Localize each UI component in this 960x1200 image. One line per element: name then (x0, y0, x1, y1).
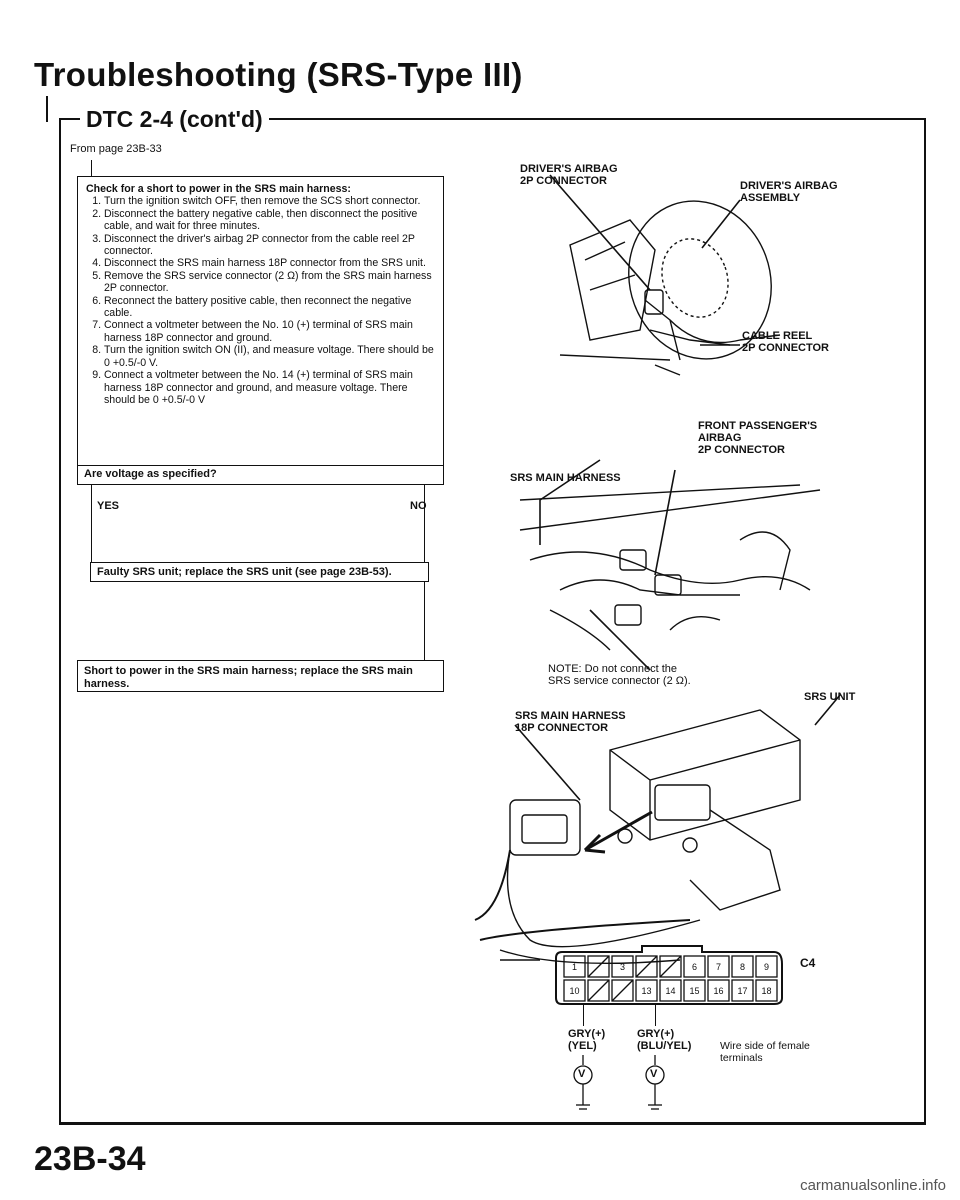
terminal-number: 6 (691, 962, 698, 972)
terminal-number: 10 (569, 986, 580, 996)
terminal-number: 15 (689, 986, 700, 996)
terminal-number: 18 (761, 986, 772, 996)
blank-terminal-slash (588, 956, 609, 977)
step-item: 4. Disconnect the SRS main harness 18P connector from the SRS unit. (104, 257, 435, 269)
terminal-side-note: Wire side of female terminals (720, 1040, 810, 1064)
check-title: Check for a short to power in the SRS main harness: (86, 183, 351, 195)
step-item: 1. Turn the ignition switch OFF, then remove the SCS short connector. (104, 195, 435, 207)
question-box: Are voltage as specified? (77, 465, 444, 485)
terminal-number: 13 (641, 986, 652, 996)
terminal-number: 8 (739, 962, 746, 972)
voltmeter-right: V (650, 1068, 658, 1080)
step-item: 7. Connect a voltmeter between the No. 10 (+) terminal of SRS main harness 18P connector and ground. (104, 319, 435, 344)
step-item: 6. Reconnect the battery positive cable, then reconnect the negative cable. (104, 295, 435, 320)
frame-corner (46, 96, 48, 122)
label-cable-reel-2p: CABLE REEL 2P CONNECTOR (742, 330, 830, 354)
faulty-srs-unit-box: Faulty SRS unit; replace the SRS unit (see page 23B-53). (90, 562, 429, 582)
page-title: Troubleshooting (SRS-Type III) (34, 56, 523, 93)
wire-label-left: GRY(+) (YEL) (568, 1028, 606, 1052)
connector-id: C4 (800, 956, 816, 970)
dashboard-harness-illustration (520, 485, 820, 650)
step-item: 8. Turn the ignition switch ON (II), and measure voltage. There should be 0 +0.5/-0 V. (104, 344, 435, 369)
leader-line (515, 725, 580, 800)
page-number: 23B-34 (34, 1140, 146, 1178)
connect-arrow (585, 812, 652, 850)
label-srs-main-harness: SRS MAIN HARNESS (510, 472, 621, 484)
step-item: 9. Connect a voltmeter between the No. 14 (+) terminal of SRS main harness 18P connector and ground, and measure voltage. There should be 0 +0.5/-0 V (104, 369, 435, 406)
leader-line (550, 175, 650, 290)
step-item: 3. Disconnect the driver's airbag 2P connector from the cable reel 2P connector. (104, 233, 435, 258)
label-srs-main-harness-18p: SRS MAIN HARNESS 18P CONNECTOR (515, 710, 626, 734)
yes-label: YES (97, 500, 120, 512)
leader-line (655, 470, 675, 575)
flow-line (91, 160, 92, 176)
voltmeter-symbols (566, 1055, 686, 1117)
check-box (77, 176, 444, 466)
terminal-number: 3 (619, 962, 626, 972)
step-item: 5. Remove the SRS service connector (2 Ω) from the SRS main harness 2P connector. (104, 270, 435, 295)
terminal-number: 17 (737, 986, 748, 996)
blank-terminal-slash (660, 956, 681, 977)
label-drivers-airbag-assembly: DRIVER'S AIRBAG ASSEMBLY (740, 180, 838, 204)
check-steps (86, 195, 435, 406)
watermark: carmanualsonline.info (800, 1177, 946, 1194)
voltmeter-left: V (578, 1068, 586, 1080)
terminal-number: 16 (713, 986, 724, 996)
terminal-number: 7 (715, 962, 722, 972)
terminal-number: 14 (665, 986, 676, 996)
terminal-number: 9 (763, 962, 770, 972)
section-title: DTC 2-4 (cont'd) (80, 106, 269, 133)
no-label: NO (410, 500, 427, 512)
step-item: 2. Disconnect the battery negative cable, then disconnect the positive cable, and wait for three minutes. (104, 208, 435, 233)
blank-terminal-slash (636, 956, 657, 977)
terminal-number: 1 (571, 962, 578, 972)
connector-c4-diagram (552, 940, 792, 1020)
connector-cells (564, 956, 777, 1001)
srs-unit-illustration (500, 710, 800, 963)
terminal-lead-10 (583, 1004, 584, 1026)
blank-terminal-slash (612, 980, 633, 1001)
wire-label-right: GRY(+) (BLU/YEL) (637, 1028, 692, 1052)
terminal-lead-14 (655, 1004, 656, 1026)
label-srs-unit: SRS UNIT (804, 691, 856, 703)
yes-line (91, 485, 92, 562)
blank-terminal-slash (588, 980, 609, 1001)
label-drivers-airbag-2p: DRIVER'S AIRBAG 2P CONNECTOR (520, 163, 618, 187)
service-connector-note: NOTE: Do not connect the SRS service connector (2 Ω). (548, 663, 691, 687)
label-front-passenger-airbag: FRONT PASSENGER'S AIRBAG 2P CONNECTOR (698, 420, 818, 456)
from-page-ref: From page 23B-33 (70, 143, 162, 155)
short-to-power-box: Short to power in the SRS main harness; replace the SRS main harness. (77, 660, 444, 692)
